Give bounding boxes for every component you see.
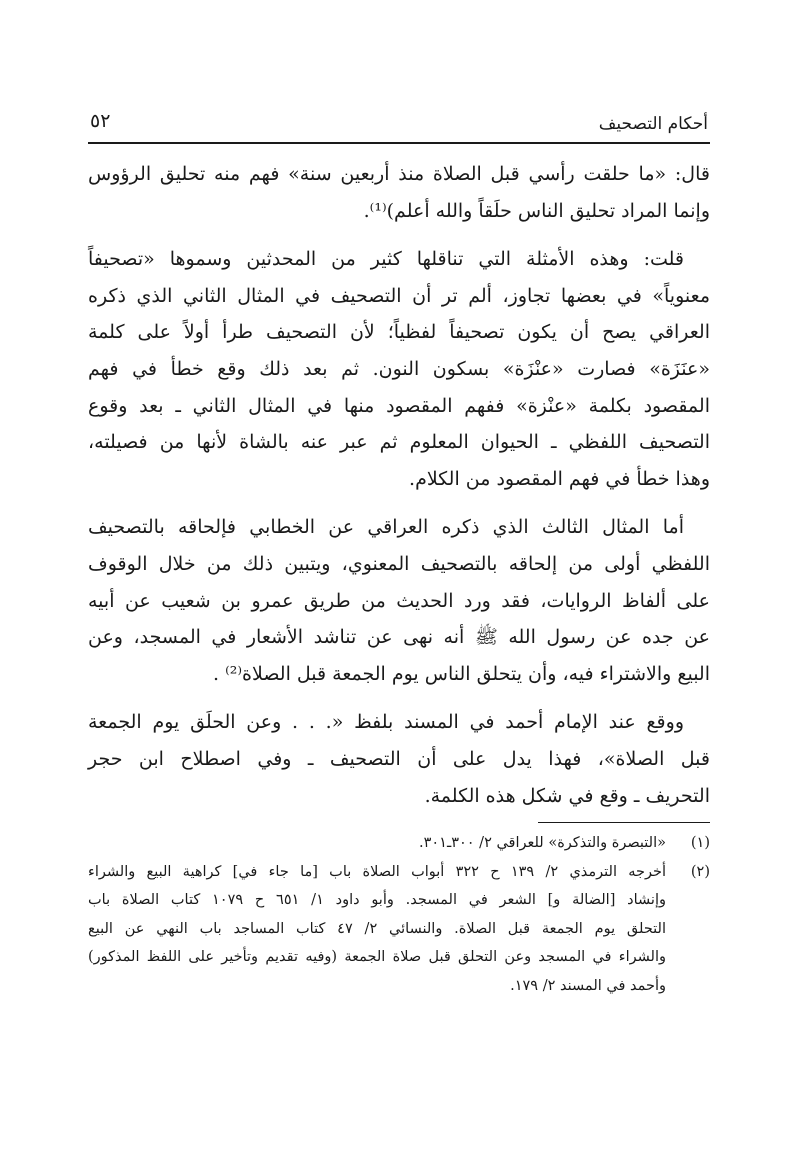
text-line: المقصود بكلمة «عنْزة» ففهم المقصود منها في المثال الثاني ـ بعد وقوع [88, 394, 710, 417]
main-text [88, 156, 710, 814]
text-line: ووقع عند الإمام أحمد في المسند بلفظ «. . . وعن الحلَق يوم الجمعة [88, 711, 684, 734]
footnote-line: التحلق يوم الجمعة قبل الصلاة. والنسائي ٢/ ٤٧ كتاب المساجد باب النهي عن البيع [88, 920, 666, 937]
paragraph [88, 241, 710, 497]
paragraph [88, 509, 710, 692]
footnote [88, 829, 710, 858]
footnote-line: «التبصرة والتذكرة» للعراقي ٢/ ٣٠٠ـ٣٠١. [418, 835, 666, 852]
footnote-line: وأحمد في المسند ٢/ ١٧٩. [510, 977, 666, 994]
footnote-line: وإنشاد [الضالة و] الشعر في المسجد. وأبو داود ١/ ٦٥١ ح ١٠٧٩ كتاب الصلاة باب [88, 892, 666, 909]
text-line: التحريف ـ وقع في شكل هذه الكلمة. [424, 784, 710, 807]
footnote-number: (٢) [690, 863, 710, 880]
footnote-line: أخرجه الترمذي ٢/ ١٣٩ ح ٣٢٢ أبواب الصلاة باب [ما جاء في] كراهية البيع والشراء [88, 863, 666, 880]
text-line: العراقي يصح أن يكون تصحيفاً لفظياً؛ لأن التصحيف طرأ أولاً على كلمة [88, 321, 710, 344]
page-number: ٥٢ [90, 110, 111, 132]
footnote-line: والشراء في المسجد وعن التحلق قبل صلاة الجمعة (وفيه تقديم وتأخير على اللفظ المذكور) [88, 949, 666, 966]
text-line: اللفظي أولى من إلحاقه بالتصحيف المعنوي، ويتبين ذلك من خلال الوقوف [88, 552, 710, 575]
paragraph [88, 156, 710, 229]
footnote [88, 858, 710, 1001]
text-line: قلت: وهذه الأمثلة التي تناقلها كثير من المحدثين وسموها «تصحيفاً [88, 248, 684, 271]
text-line: قبل الصلاة»، فهذا يدل على أن التصحيف ـ وفي اصطلاح ابن حجر [88, 747, 710, 770]
footnote-number: (١) [690, 835, 710, 852]
running-title: أحكام التصحيف [598, 114, 708, 134]
header-rule [88, 142, 710, 144]
footnotes [88, 829, 710, 1000]
text-line: أما المثال الثالث الذي ذكره العراقي عن الخطابي فإلحاقه بالتصحيف [88, 516, 684, 539]
text-line: على ألفاظ الروايات، فقد ورد الحديث من طريق عمرو بن شعيب عن أبيه [88, 589, 710, 612]
footnote-rule [538, 822, 710, 823]
text-line: عن جده عن رسول الله ﷺ أنه نهى عن تناشد الأشعار في المسجد، وعن [88, 626, 710, 649]
text-line: «عنَزَة» فصارت «عنْزَة» بسكون النون. ثم بعد ذلك وقع خطأ في فهم [88, 357, 710, 380]
book-page [88, 108, 710, 1148]
paragraph [88, 704, 710, 814]
text-line: البيع والاشتراء فيه، وأن يتحلق الناس يوم الجمعة قبل الصلاة⁽²⁾ . [212, 662, 710, 685]
text-line: وإنما المراد تحليق الناس حلَقاً والله أعلم)⁽¹⁾. [363, 199, 710, 222]
text-line: معنوياً» في بعضها تجاوز، ألم تر أن التصحيف في المثال الثاني الذي ذكره [88, 284, 710, 307]
text-line: وهذا خطأ في فهم المقصود من الكلام. [409, 467, 710, 490]
text-line: قال: «ما حلقت رأسي قبل الصلاة منذ أربعين سنة» فهم منه تحليق الرؤوس [88, 163, 710, 185]
text-line: التصحيف اللفظي ـ الحيوان المعلوم ثم عبر عنه بالشاة لأنها من فصيلته، [88, 431, 710, 454]
page-header [88, 108, 710, 142]
